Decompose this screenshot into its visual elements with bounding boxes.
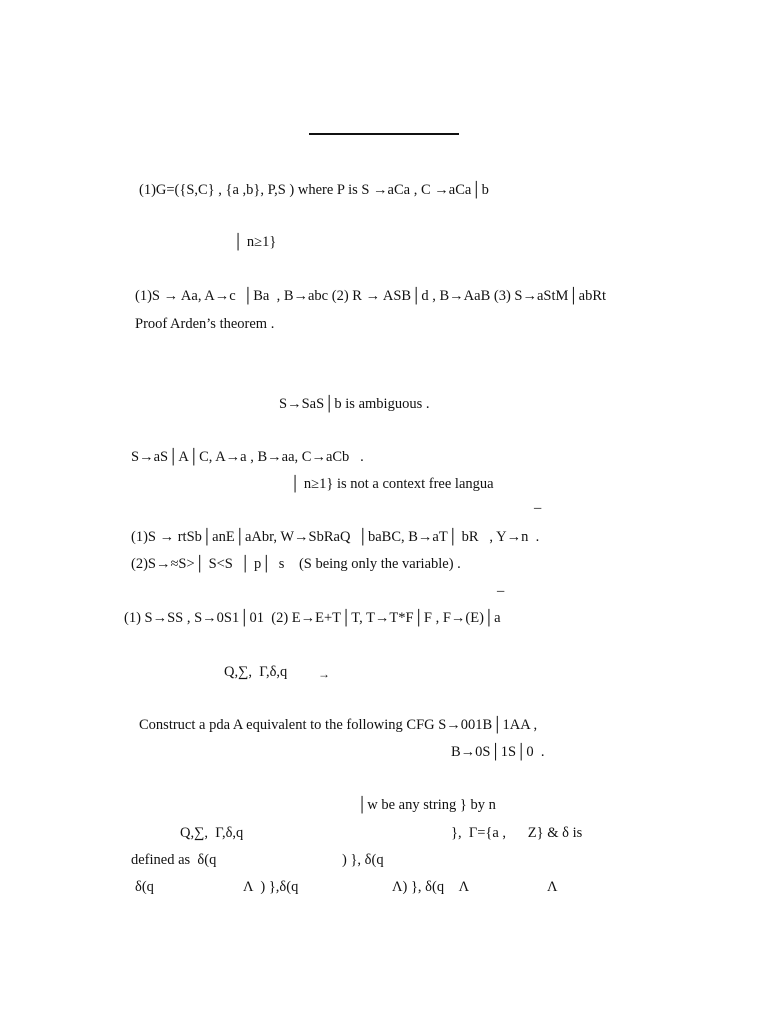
grammar-rules-line-3: (1) S→SS , S→0S1│01 (2) E→E+T│T, T→T*F│F , F→(E)│a bbox=[124, 610, 501, 626]
grammar-productions-line: (1)S → Aa, A→c │Ba , B→abc (2) R → ASB│d , B→AaB (3) S→aStM│abRt bbox=[135, 288, 607, 304]
ambiguous-grammar-line: S→SaS│b is ambiguous . bbox=[279, 396, 430, 412]
delta-defined-line: defined as δ(q bbox=[131, 852, 217, 868]
dash-mark-2: – bbox=[497, 583, 505, 599]
string-condition-line: │w be any string } by n bbox=[357, 797, 496, 813]
construct-pda-line: Construct a pda A equivalent to the following CFG S→001B│1AA , bbox=[139, 717, 538, 733]
delta-fragment-2: δ(q bbox=[135, 879, 154, 895]
ardens-theorem-line: Proof Arden’s theorem . bbox=[135, 316, 275, 332]
title-underline bbox=[309, 133, 459, 135]
pda-tuple-fragment: Q,∑, Γ,δ,q bbox=[224, 664, 288, 680]
stack-alphabet-fragment: }, Γ={a , Z} & δ is bbox=[451, 825, 583, 841]
delta-fragment-3: Λ ) },δ(q bbox=[243, 879, 299, 895]
delta-fragment-1: ) }, δ(q bbox=[342, 852, 384, 868]
dash-mark-1: – bbox=[534, 500, 542, 516]
delta-fragment-4: Λ) }, δ(q Λ bbox=[392, 879, 470, 895]
grammar-definition-line: (1)G=({S,C} , {a ,b}, P,S ) where P is S →aCa , C →aCa│b bbox=[139, 182, 489, 198]
grammar-rules-line-2: (2)S→≈S>│ S<S │ p│ s (S being only the variable) . bbox=[131, 556, 461, 572]
cfl-condition-line: │ n≥1} is not a context free langua bbox=[290, 476, 494, 492]
grammar-rules-line-1: (1)S → rtSb│anE│aAbr, W→SbRaQ │baBC, B→aT│ bR , Y→n . bbox=[131, 529, 540, 545]
grammar-simplify-line: S→aS│A│C, A→a , B→aa, C→aCb . bbox=[131, 449, 364, 465]
lambda-mark: Λ bbox=[547, 879, 558, 895]
cfg-continuation-line: B→0S│1S│0 . bbox=[451, 744, 545, 760]
set-condition-fragment: │ n≥1} bbox=[233, 234, 277, 250]
arrow-mark: → bbox=[318, 667, 330, 681]
pda-tuple-fragment-2: Q,∑, Γ,δ,q bbox=[180, 825, 244, 841]
